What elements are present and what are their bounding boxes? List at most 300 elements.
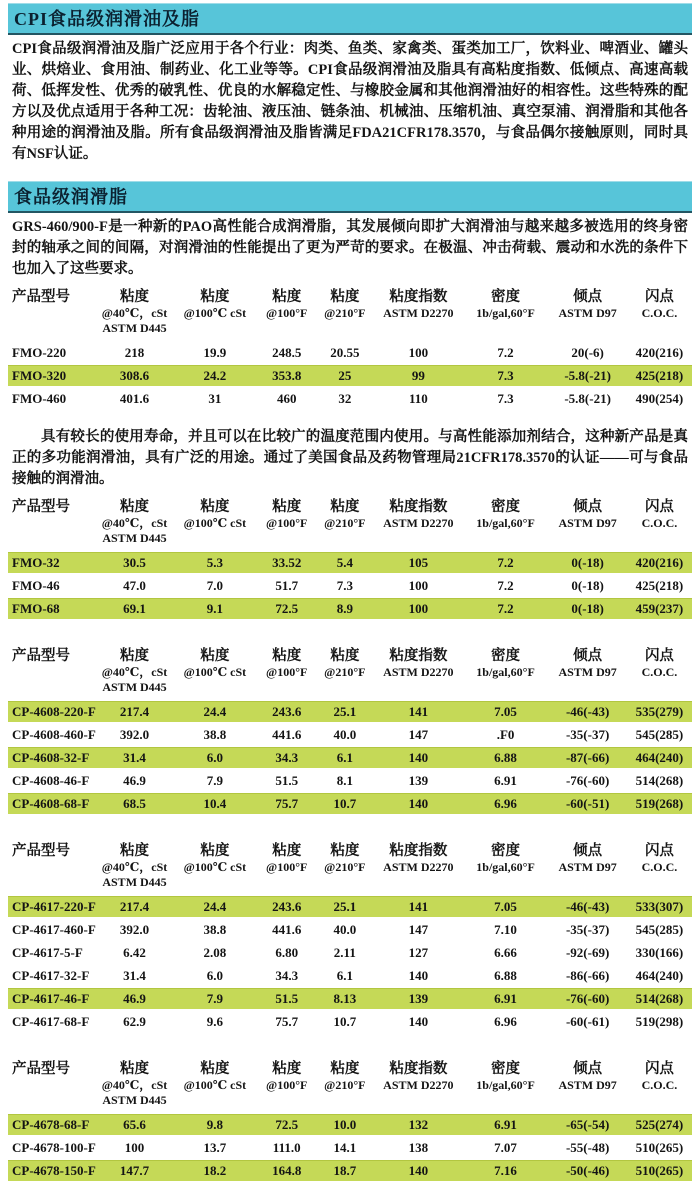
column-header <box>548 1060 627 1093</box>
column-subtitle: @40℃，cSt <box>101 306 168 320</box>
mid-paragraph: 具有较长的使用寿命，并且可以在比较广的温度范围内使用。与高性能添加剂结合，这种新产品是真正的多功能润滑油，具有广泛的用途。通过了美国食品及药物管理局21CFR178.3570的认证——可与食品接触的润滑油。 <box>12 429 688 487</box>
data-cell: 132 <box>408 1116 429 1132</box>
spec-table-cp4608 <box>8 645 692 814</box>
column-subtitle: @100℃ cSt <box>183 306 247 320</box>
column-title: 粘度 <box>200 499 230 515</box>
column-header <box>548 498 627 531</box>
data-cell: -35(-37) <box>565 726 610 742</box>
data-cell: 420(216) <box>635 344 684 360</box>
intro-paragraph-grease: GRS-460/900-F是一种新的PAO高性能合成润滑脂，其发展倾向即扩大润滑油与越来越多被选用的终身密封的轴承之间的间隔，对润滑油的性能提出了更为严苛的要求。在极温、冲击荷载、震动和水洗的条件下也加入了这些要求。 <box>12 219 688 277</box>
column-header <box>316 288 374 321</box>
data-cell: 545(285) <box>635 921 684 937</box>
data-cell: 248.5 <box>272 344 302 360</box>
column-title: 倾点 <box>573 648 603 664</box>
column-title: 粘度 <box>120 1061 150 1077</box>
data-cell: 7.3 <box>497 367 514 383</box>
data-cell: 7.07 <box>494 1139 517 1155</box>
table-row <box>8 1137 692 1158</box>
column-title: 粘度 <box>330 289 360 305</box>
column-subtitle: @100°F <box>266 1078 308 1092</box>
column-subtitle: @100°F <box>266 860 308 874</box>
column-title: 粘度指数 <box>389 843 448 859</box>
column-title: 粘度 <box>272 289 302 305</box>
column-header <box>258 1060 316 1093</box>
table-row <box>8 724 692 745</box>
data-cell: 30.5 <box>123 554 146 570</box>
column-subtitle: C.O.C. <box>641 1078 678 1092</box>
data-cell: 510(265) <box>635 1162 684 1178</box>
data-cell: 7.2 <box>497 344 514 360</box>
table-header-row <box>8 286 692 342</box>
data-cell: 243.6 <box>272 703 302 719</box>
data-cell: -76(-60) <box>565 772 610 788</box>
column-header <box>316 498 374 531</box>
table-header-row <box>8 645 692 701</box>
data-cell: 7.2 <box>497 554 514 570</box>
table-row <box>8 942 692 963</box>
column-subtitle: ASTM D97 <box>558 1078 617 1092</box>
product-model: CP-4608-220-F <box>12 703 96 719</box>
product-model: CP-4678-68-F <box>12 1116 90 1132</box>
data-cell: 13.7 <box>203 1139 227 1155</box>
column-subtitle: @40℃，cSt <box>101 1078 168 1092</box>
column-title: 粘度 <box>272 648 302 664</box>
table-row <box>8 552 692 573</box>
data-cell: 31.4 <box>123 749 146 765</box>
column-title: 倾点 <box>573 499 603 515</box>
data-cell: 533(307) <box>635 898 684 914</box>
column-title: 粘度指数 <box>389 499 448 515</box>
data-cell: 110 <box>408 390 428 406</box>
data-cell: 75.7 <box>275 1013 299 1029</box>
product-model: CP-4608-32-F <box>12 749 90 765</box>
data-cell: 0(-18) <box>571 600 604 616</box>
data-cell: 6.0 <box>206 749 224 765</box>
column-header <box>172 1060 258 1093</box>
column-title: 粘度指数 <box>389 289 448 305</box>
data-cell: 5.4 <box>336 554 353 570</box>
column-header <box>627 1060 692 1093</box>
data-cell: -60(-61) <box>565 1013 610 1029</box>
data-cell: 464(240) <box>635 967 684 983</box>
column-title: 粘度指数 <box>389 1061 448 1077</box>
column-header <box>258 842 316 875</box>
column-title: 闪点 <box>644 289 674 305</box>
data-cell: -46(-43) <box>565 703 610 719</box>
data-cell: 147.7 <box>119 1162 150 1178</box>
data-cell: 7.10 <box>494 921 517 937</box>
product-model: CP-4617-460-F <box>12 921 96 937</box>
data-cell: -35(-37) <box>565 921 610 937</box>
data-cell: 519(268) <box>635 795 684 811</box>
table-row <box>8 1011 692 1032</box>
data-cell: 510(265) <box>635 1139 684 1155</box>
column-header <box>374 1060 463 1093</box>
data-cell: 7.9 <box>206 772 224 788</box>
data-cell: 6.0 <box>206 967 224 983</box>
data-cell: 519(298) <box>635 1013 684 1029</box>
data-cell: -87(-66) <box>565 749 610 765</box>
data-cell: 40.0 <box>333 726 357 742</box>
column-subtitle: @40℃，cSt <box>101 860 168 874</box>
data-cell: 20.55 <box>330 344 360 360</box>
data-cell: 51.5 <box>275 990 299 1006</box>
column-subtitle: ASTM D97 <box>558 306 617 320</box>
column-title: 密度 <box>491 289 521 305</box>
data-cell: 100 <box>408 577 429 593</box>
column-title: 粘度 <box>272 843 302 859</box>
column-subtitle: @100℃ cSt <box>183 860 247 874</box>
section-header-oils <box>8 3 692 35</box>
column-title: 粘度 <box>330 648 360 664</box>
product-model: CP-4617-32-F <box>12 967 90 983</box>
column-title: 闪点 <box>644 499 674 515</box>
data-cell: 0(-18) <box>571 554 604 570</box>
section-title: 食品级润滑脂 <box>14 187 128 207</box>
data-cell: 330(166) <box>635 944 684 960</box>
column-subtitle: @100°F <box>266 306 308 320</box>
table-row <box>8 988 692 1009</box>
table-row <box>8 1114 692 1135</box>
product-model: CP-4678-150-F <box>12 1162 96 1178</box>
column-subtitle: C.O.C. <box>641 516 678 530</box>
column-header <box>627 842 692 875</box>
table-row <box>8 919 692 940</box>
column-header <box>172 498 258 531</box>
column-header <box>374 842 463 875</box>
column-title: 粘度 <box>120 843 150 859</box>
column-header-model <box>8 288 97 306</box>
column-subtitle: ASTM D445 <box>102 680 167 694</box>
column-title: 产品型号 <box>12 1061 70 1077</box>
column-header-model <box>8 842 97 860</box>
column-subtitle: ASTM D97 <box>558 665 617 679</box>
data-cell: 10.0 <box>333 1116 357 1132</box>
data-cell: 218 <box>124 344 145 360</box>
data-cell: 460 <box>276 390 297 406</box>
column-subtitle: @100℃ cSt <box>183 1078 247 1092</box>
product-model: CP-4617-68-F <box>12 1013 90 1029</box>
table-row <box>8 598 692 619</box>
table-row <box>8 770 692 791</box>
data-cell: 138 <box>408 1139 429 1155</box>
product-model: CP-4617-46-F <box>12 990 90 1006</box>
column-subtitle: ASTM D445 <box>102 875 167 889</box>
product-model: FMO-68 <box>12 600 60 616</box>
data-cell: 99 <box>411 367 425 383</box>
table-header-row <box>8 840 692 896</box>
data-cell: 5.3 <box>206 554 224 570</box>
data-cell: 6.1 <box>336 967 353 983</box>
data-cell: 425(218) <box>635 367 684 383</box>
column-header <box>627 647 692 680</box>
data-cell: 6.91 <box>494 990 517 1006</box>
column-title: 产品型号 <box>12 648 70 664</box>
data-cell: 25.1 <box>333 898 357 914</box>
data-cell: 10.7 <box>333 1013 357 1029</box>
data-cell: -60(-51) <box>565 795 610 811</box>
data-cell: 25 <box>338 367 352 383</box>
data-cell: 10.7 <box>333 795 357 811</box>
data-cell: 7.0 <box>206 577 224 593</box>
column-subtitle: ASTM D97 <box>558 860 617 874</box>
section-title: CPI食品级润滑油及脂 <box>14 9 200 29</box>
column-title: 倾点 <box>573 1061 603 1077</box>
product-model: CP-4608-68-F <box>12 795 90 811</box>
column-title: 密度 <box>491 648 521 664</box>
data-cell: 8.1 <box>336 772 353 788</box>
column-header <box>548 288 627 321</box>
table-row <box>8 575 692 596</box>
data-cell: 401.6 <box>119 390 150 406</box>
data-cell: 140 <box>408 795 429 811</box>
column-header <box>172 288 258 321</box>
table-row <box>8 896 692 917</box>
data-cell: 72.5 <box>275 1116 299 1132</box>
column-header <box>463 498 549 531</box>
data-cell: 392.0 <box>119 726 150 742</box>
column-title: 密度 <box>491 1061 521 1077</box>
column-subtitle: 1b/gal,60°F <box>476 1078 535 1092</box>
column-title: 产品型号 <box>12 843 70 859</box>
data-cell: 6.91 <box>494 772 517 788</box>
column-subtitle: @210°F <box>324 306 366 320</box>
column-header <box>316 647 374 680</box>
column-header <box>97 498 172 546</box>
column-subtitle: 1b/gal,60°F <box>476 860 535 874</box>
data-cell: 20(-6) <box>571 344 604 360</box>
data-cell: 127 <box>408 944 429 960</box>
data-cell: 139 <box>408 990 429 1006</box>
data-cell: -86(-66) <box>565 967 610 983</box>
data-cell: 24.4 <box>203 898 227 914</box>
data-cell: 7.2 <box>497 577 514 593</box>
data-cell: 535(279) <box>635 703 684 719</box>
column-title: 粘度 <box>200 648 230 664</box>
column-header <box>374 288 463 321</box>
data-cell: 14.1 <box>333 1139 357 1155</box>
product-model: FMO-32 <box>12 554 60 570</box>
data-cell: 217.4 <box>119 703 150 719</box>
table-header-row <box>8 1058 692 1114</box>
data-cell: -50(-46) <box>565 1162 610 1178</box>
column-header <box>258 647 316 680</box>
data-cell: 164.8 <box>272 1162 302 1178</box>
table-row <box>8 747 692 768</box>
column-header <box>258 288 316 321</box>
column-header <box>172 647 258 680</box>
data-cell: 308.6 <box>119 367 150 383</box>
column-title: 粘度 <box>272 1061 302 1077</box>
column-header <box>548 842 627 875</box>
data-cell: 38.8 <box>203 726 227 742</box>
data-cell: 38.8 <box>203 921 227 937</box>
data-cell: 7.05 <box>494 703 517 719</box>
data-cell: 40.0 <box>333 921 357 937</box>
product-model: FMO-460 <box>12 390 67 406</box>
data-cell: 464(240) <box>635 749 684 765</box>
data-cell: 545(285) <box>635 726 684 742</box>
data-cell: 6.88 <box>494 749 517 765</box>
column-header-model <box>8 498 97 516</box>
intro-paragraph-oils: CPI食品级润滑油及脂广泛应用于各个行业：肉类、鱼类、家禽类、蛋类加工厂，饮料业、啤酒业、罐头业、烘焙业、食用油、制药业、化工业等等。CPI食品级润滑油及脂具有高粘度指数、低倾点、高速高载荷、低挥发性、优秀的破乳性、优良的水解稳定性、与橡胶金属和其他润滑油好的相容性。这些特殊的配方以及优点适用于各种工况：齿轮油、液压油、链条油、机械油、压缩机油、真空泵浦、润滑脂和其他各种用途的润滑油及脂。所有食品级润滑油及脂皆满足FDA21CFR178.3570，与食品偶尔接触原则，同时具有NSF认证。 <box>12 41 688 162</box>
column-title: 密度 <box>491 843 521 859</box>
column-header <box>463 842 549 875</box>
data-cell: 0(-18) <box>571 577 604 593</box>
column-subtitle: ASTM D445 <box>102 531 167 545</box>
data-cell: 10.4 <box>203 795 227 811</box>
column-title: 闪点 <box>644 843 674 859</box>
data-cell: 24.2 <box>203 367 227 383</box>
column-header <box>548 647 627 680</box>
data-cell: 51.7 <box>275 577 299 593</box>
column-subtitle: 1b/gal,60°F <box>476 665 535 679</box>
column-header-model <box>8 647 97 665</box>
column-subtitle: @100℃ cSt <box>183 516 247 530</box>
data-cell: 62.9 <box>123 1013 146 1029</box>
section-header-grease <box>8 181 692 213</box>
data-cell: 353.8 <box>272 367 302 383</box>
data-cell: 25.1 <box>333 703 357 719</box>
column-header <box>97 288 172 336</box>
data-cell: 33.52 <box>272 554 302 570</box>
data-cell: 7.05 <box>494 898 517 914</box>
data-cell: 100 <box>408 344 429 360</box>
table-row <box>8 342 692 363</box>
data-cell: 68.5 <box>123 795 146 811</box>
data-cell: 100 <box>124 1139 145 1155</box>
data-cell: 46.9 <box>123 772 146 788</box>
data-cell: 514(268) <box>635 990 684 1006</box>
column-subtitle: @40℃，cSt <box>101 665 168 679</box>
product-model: CP-4678-100-F <box>12 1139 96 1155</box>
column-subtitle: ASTM D2270 <box>383 1078 454 1092</box>
column-title: 粘度 <box>120 289 150 305</box>
data-cell: 32 <box>338 390 352 406</box>
column-title: 粘度 <box>120 648 150 664</box>
data-cell: 7.3 <box>497 390 514 406</box>
column-subtitle: @210°F <box>324 516 366 530</box>
column-title: 倾点 <box>573 843 603 859</box>
data-cell: 459(237) <box>635 600 684 616</box>
column-subtitle: ASTM D2270 <box>383 665 454 679</box>
data-cell: 140 <box>408 1162 429 1178</box>
data-cell: 2.08 <box>203 944 227 960</box>
column-subtitle: 1b/gal,60°F <box>476 306 535 320</box>
column-title: 粘度 <box>330 843 360 859</box>
data-cell: 18.2 <box>203 1162 227 1178</box>
data-cell: 6.96 <box>494 795 517 811</box>
data-cell: 75.7 <box>275 795 299 811</box>
data-cell: 72.5 <box>275 600 299 616</box>
data-cell: 441.6 <box>272 726 302 742</box>
column-title: 闪点 <box>644 1061 674 1077</box>
column-title: 倾点 <box>573 289 603 305</box>
data-cell: 7.3 <box>336 577 353 593</box>
column-subtitle: ASTM D2270 <box>383 516 454 530</box>
column-title: 粘度指数 <box>389 648 448 664</box>
data-cell: 441.6 <box>272 921 302 937</box>
product-model: FMO-320 <box>12 367 67 383</box>
data-cell: 7.9 <box>206 990 224 1006</box>
data-cell: 31 <box>208 390 222 406</box>
data-cell: .F0 <box>496 726 515 742</box>
column-title: 粘度 <box>200 843 230 859</box>
data-cell: 8.13 <box>333 990 357 1006</box>
data-cell: 490(254) <box>635 390 684 406</box>
data-cell: 7.16 <box>494 1162 517 1178</box>
column-title: 粘度 <box>330 499 360 515</box>
data-cell: 6.96 <box>494 1013 517 1029</box>
data-cell: 6.80 <box>275 944 299 960</box>
column-subtitle: @100°F <box>266 516 308 530</box>
data-cell: 8.9 <box>336 600 353 616</box>
product-model: CP-4617-220-F <box>12 898 96 914</box>
data-cell: 147 <box>408 921 429 937</box>
column-subtitle: @210°F <box>324 860 366 874</box>
data-cell: 19.9 <box>203 344 227 360</box>
data-cell: -5.8(-21) <box>564 367 611 383</box>
data-cell: -76(-60) <box>565 990 610 1006</box>
data-cell: 9.1 <box>206 600 224 616</box>
data-cell: 425(218) <box>635 577 684 593</box>
column-title: 闪点 <box>644 648 674 664</box>
data-cell: 34.3 <box>275 749 299 765</box>
column-title: 密度 <box>491 499 521 515</box>
data-cell: 9.8 <box>206 1116 224 1132</box>
column-header <box>172 842 258 875</box>
data-cell: 525(274) <box>635 1116 684 1132</box>
column-subtitle: @210°F <box>324 1078 366 1092</box>
product-model: CP-4617-5-F <box>12 944 83 960</box>
column-header <box>463 647 549 680</box>
column-title: 粘度 <box>200 1061 230 1077</box>
product-model: FMO-220 <box>12 344 67 360</box>
data-cell: 6.66 <box>494 944 517 960</box>
data-cell: 2.11 <box>333 944 356 960</box>
column-subtitle: ASTM D2270 <box>383 860 454 874</box>
column-subtitle: ASTM D445 <box>102 1093 167 1107</box>
data-cell: 47.0 <box>123 577 146 593</box>
data-cell: 111.0 <box>272 1139 301 1155</box>
column-subtitle: ASTM D2270 <box>383 306 454 320</box>
data-cell: 34.3 <box>275 967 299 983</box>
data-cell: 24.4 <box>203 703 227 719</box>
data-cell: 6.42 <box>123 944 146 960</box>
column-title: 粘度 <box>200 289 230 305</box>
column-subtitle: C.O.C. <box>641 665 678 679</box>
data-cell: 65.6 <box>123 1116 146 1132</box>
data-cell: -5.8(-21) <box>564 390 611 406</box>
column-header <box>97 842 172 890</box>
column-subtitle: @40℃，cSt <box>101 516 168 530</box>
column-subtitle: @210°F <box>324 665 366 679</box>
spec-table-fmo-high <box>8 286 692 409</box>
column-subtitle: ASTM D97 <box>558 516 617 530</box>
column-header <box>463 288 549 321</box>
data-cell: 6.1 <box>336 749 353 765</box>
data-cell: 140 <box>408 967 429 983</box>
column-header <box>627 498 692 531</box>
column-header <box>316 1060 374 1093</box>
data-cell: 51.5 <box>275 772 299 788</box>
spec-table-cp4678 <box>8 1058 692 1181</box>
table-row <box>8 365 692 386</box>
data-cell: 140 <box>408 1013 429 1029</box>
product-model: CP-4608-46-F <box>12 772 90 788</box>
spec-table-fmo-low <box>8 496 692 619</box>
data-cell: -92(-69) <box>565 944 610 960</box>
